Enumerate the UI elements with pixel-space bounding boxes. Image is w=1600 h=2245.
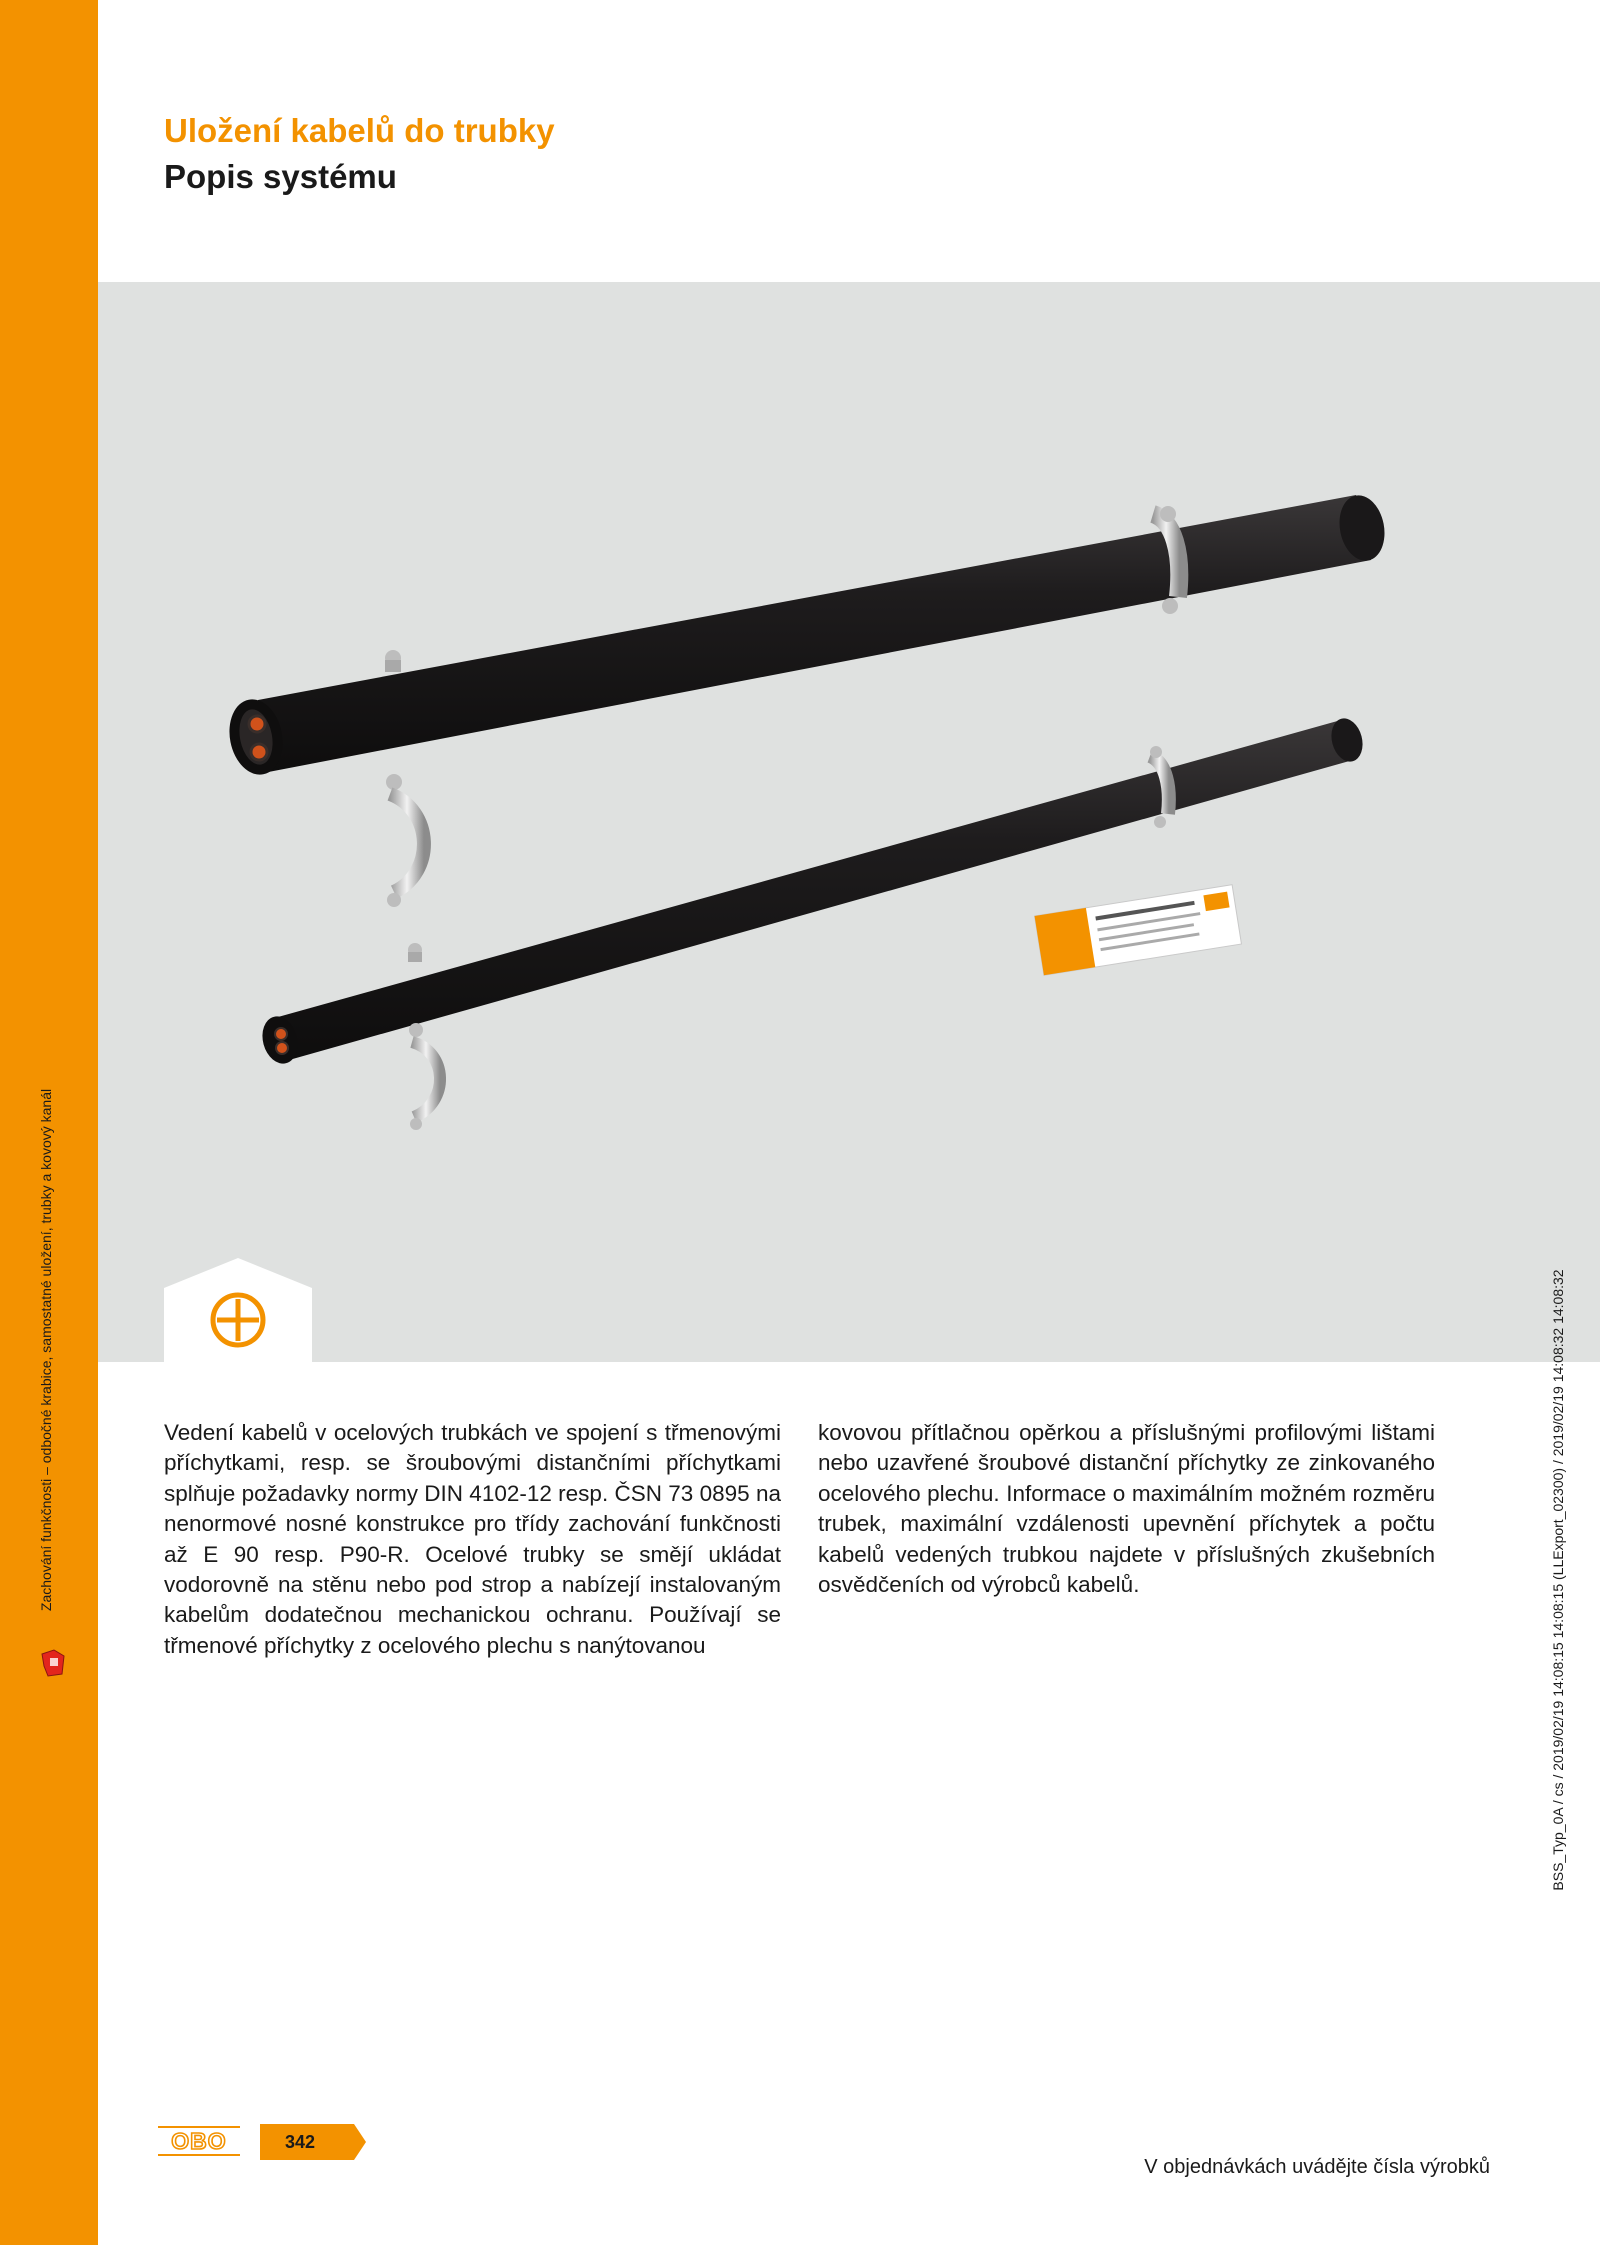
pipe-illustration (98, 282, 1600, 1362)
pipe-clip-open-1 (386, 774, 424, 907)
export-metadata-vertical: BSS_Typ_0A / cs / 2019/02/19 14:08:15 14:08:15 (LLExport_02300) / 2019/02/19 14:08:32 14:08:32 (1550, 1269, 1566, 1891)
upper-steel-pipe (223, 491, 1390, 779)
page-title: Uložení kabelů do trubky (164, 112, 555, 149)
plus-circle-icon (213, 1295, 263, 1345)
side-vertical-caption: Zachování funkčnosti – odbočné krabice, samostatné uložení, trubky a kovový kanál (38, 1088, 54, 1612)
section-marker-icon (40, 1648, 66, 1678)
logo-text: OBO (171, 2128, 227, 2154)
pipe-clip-open-2 (409, 1023, 440, 1130)
page-subtitle: Popis systému (164, 158, 397, 195)
footer-order-note: V objednávkách uvádějte čísla výrobků (1144, 2156, 1490, 2178)
plus-circle-badge (164, 1258, 312, 1362)
page-number: 342 (284, 2132, 316, 2152)
body-text-right-column: kovovou přítlačnou opěrkou a příslušnými profilovými lištami nebo uzavřené šroubové distanční příchytky ze zinkovaného ocelového plechu. Informace o maximálním možném rozměru trubek, maximální vzdálenosti upevnění příchytek a počtu kabelů vedených trubkou najdete v příslušných zkušebních osvědčeních od výrobců kabelů. (818, 1420, 1435, 1598)
product-illustration (98, 282, 1600, 1362)
product-label-card (1035, 885, 1242, 976)
obo-logo (158, 2126, 240, 2156)
body-text-left-column: Vedení kabelů v ocelových trubkách ve spojení s třmenovými příchytkami, resp. se šroubovými distančními příchytkami splňuje požadavky normy DIN 4102-12 resp. ČSN 73 0895 na nenormové nosné konstrukce pro třídy zachování funkčnosti až E 90 resp. P90-R. Ocelové trubky se smějí ukládat vodorovně na stěnu nebo pod strop a nabízejí instalovaným kabelům dodatečnou mechanickou ochranu. Používají se třmenové příchytky z ocelového plechu s nanýtovanou (164, 1420, 781, 1658)
